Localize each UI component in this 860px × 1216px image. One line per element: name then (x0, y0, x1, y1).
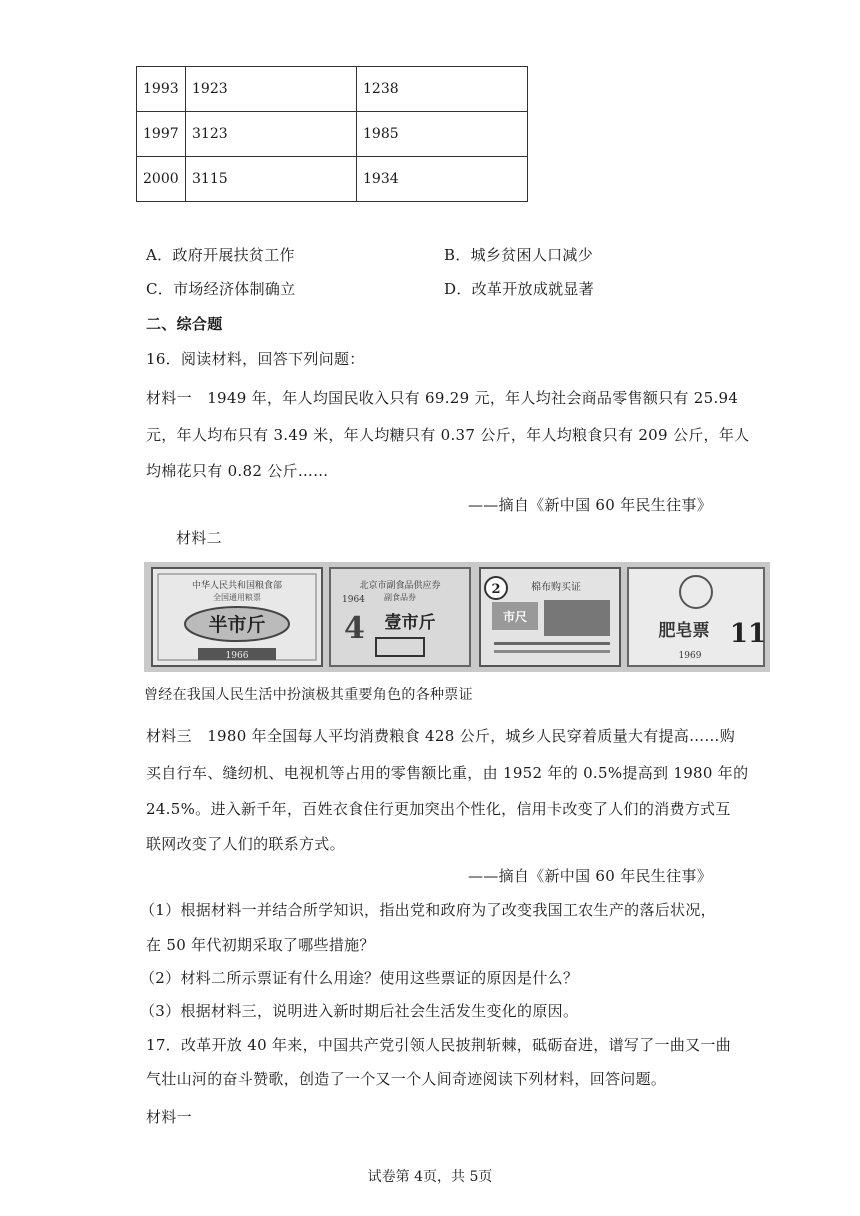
question-1-line: （1）根据材料一并结合所学知识，指出党和政府为了改变我国工农生产的落后状况， (140, 901, 716, 919)
data-table (136, 66, 528, 202)
table-cell: 1934 (357, 157, 528, 202)
material-3-line: 买自行车、缝纫机、电视机等占用的零售额比重，由 1952 年的 0.5%提高到 1980 年的 (146, 764, 749, 782)
svg-text:4: 4 (344, 611, 365, 646)
ticket-1-sub: 全国通用粮票 (213, 593, 261, 602)
section-title: 二、综合题 (146, 315, 223, 333)
material-1-line: 元，年人均布只有 3.49 米，年人均糖只有 0.37 公斤，年人均粮食只有 209 公斤，年人 (146, 426, 750, 444)
page-footer: 试卷第 4页，共 5页 (367, 1169, 493, 1185)
material-1-line: 材料一 1949 年，年人均国民收入只有 69.29 元，年人均社会商品零售额只有 25.94 (146, 389, 739, 407)
ticket-3 (480, 568, 620, 666)
ticket-1-top: 中华人民共和国粮食部 (191, 581, 283, 591)
table-cell: 3115 (186, 157, 357, 202)
q17-line: 气壮山河的奋斗赞歌，创造了一个又一个人间奇迹阅读下列材料，回答问题。 (146, 1070, 667, 1088)
svg-text:2: 2 (491, 582, 501, 597)
material-3-line: 材料三 1980 年全国每人平均消费粮食 428 公斤，城乡人民穿着质量大有提高……购 (146, 727, 736, 745)
material-3-line: 24.5%。进入新千年，百姓衣食住行更加突出个性化，信用卡改变了人们的消费方式互 (146, 800, 731, 818)
table-cell: 1985 (357, 112, 528, 157)
ticket-3-main: 市尺 (502, 610, 528, 624)
table-cell: 1993 (137, 67, 186, 112)
table-row (137, 112, 528, 157)
ticket-4-year: 1969 (678, 651, 702, 661)
ticket-2-top: 北京市副食品供应券 (359, 581, 441, 591)
q17-line: 17．改革开放 40 年来，中国共产党引领人民披荆斩棘，砥砺奋进，谱写了一曲又一曲 (146, 1036, 732, 1054)
ticket-1 (152, 568, 322, 666)
material-1-line: 均棉花只有 0.82 公斤…… (146, 462, 329, 480)
table-cell: 2000 (137, 157, 186, 202)
q16-stem: 16．阅读材料，回答下列问题： (146, 350, 365, 368)
ticket-1-year: 1966 (225, 651, 249, 661)
table-cell: 1923 (186, 67, 357, 112)
ticket-3-top: 棉布购买证 (531, 582, 581, 593)
ticket-2-year: 1964 (342, 595, 365, 605)
ticket-2-main: 壹市斤 (384, 613, 436, 633)
ticket-4-main: 肥皂票 (658, 621, 710, 641)
material-2-label: 材料二 (176, 529, 222, 547)
ticket-2-sub: 副食品券 (384, 593, 416, 602)
q17-material-1-label: 材料一 (146, 1108, 192, 1126)
question-2: （2）材料二所示票证有什么用途？使用这些票证的原因是什么？ (140, 969, 579, 987)
image-caption: 曾经在我国人民生活中扮演极其重要角色的各种票证 (144, 687, 473, 703)
ticket-4 (628, 568, 766, 666)
table-cell: 3123 (186, 112, 357, 157)
table-row (137, 157, 528, 202)
table-cell: 1238 (357, 67, 528, 112)
ticket-1-main: 半市斤 (208, 614, 266, 636)
table-row (137, 67, 528, 112)
question-3: （3）根据材料三，说明进入新时期后社会生活发生变化的原因。 (140, 1002, 579, 1020)
option-b: B．城乡贫困人口减少 (444, 246, 594, 264)
option-c: C．市场经济体制确立 (146, 280, 296, 298)
question-1-line: 在 50 年代初期采取了哪些措施？ (146, 936, 375, 954)
ration-tickets-photo (144, 562, 770, 672)
source-citation: ——摘自《新中国 60 年民生往事》 (467, 867, 712, 885)
option-d: D．改革开放成就显著 (444, 280, 595, 298)
svg-text:11: 11 (729, 619, 767, 649)
source-citation: ——摘自《新中国 60 年民生往事》 (467, 496, 712, 514)
table-cell: 1997 (137, 112, 186, 157)
material-3-line: 联网改变了人们的联系方式。 (146, 835, 345, 853)
option-a: A．政府开展扶贫工作 (146, 246, 295, 264)
ticket-2 (330, 568, 470, 666)
